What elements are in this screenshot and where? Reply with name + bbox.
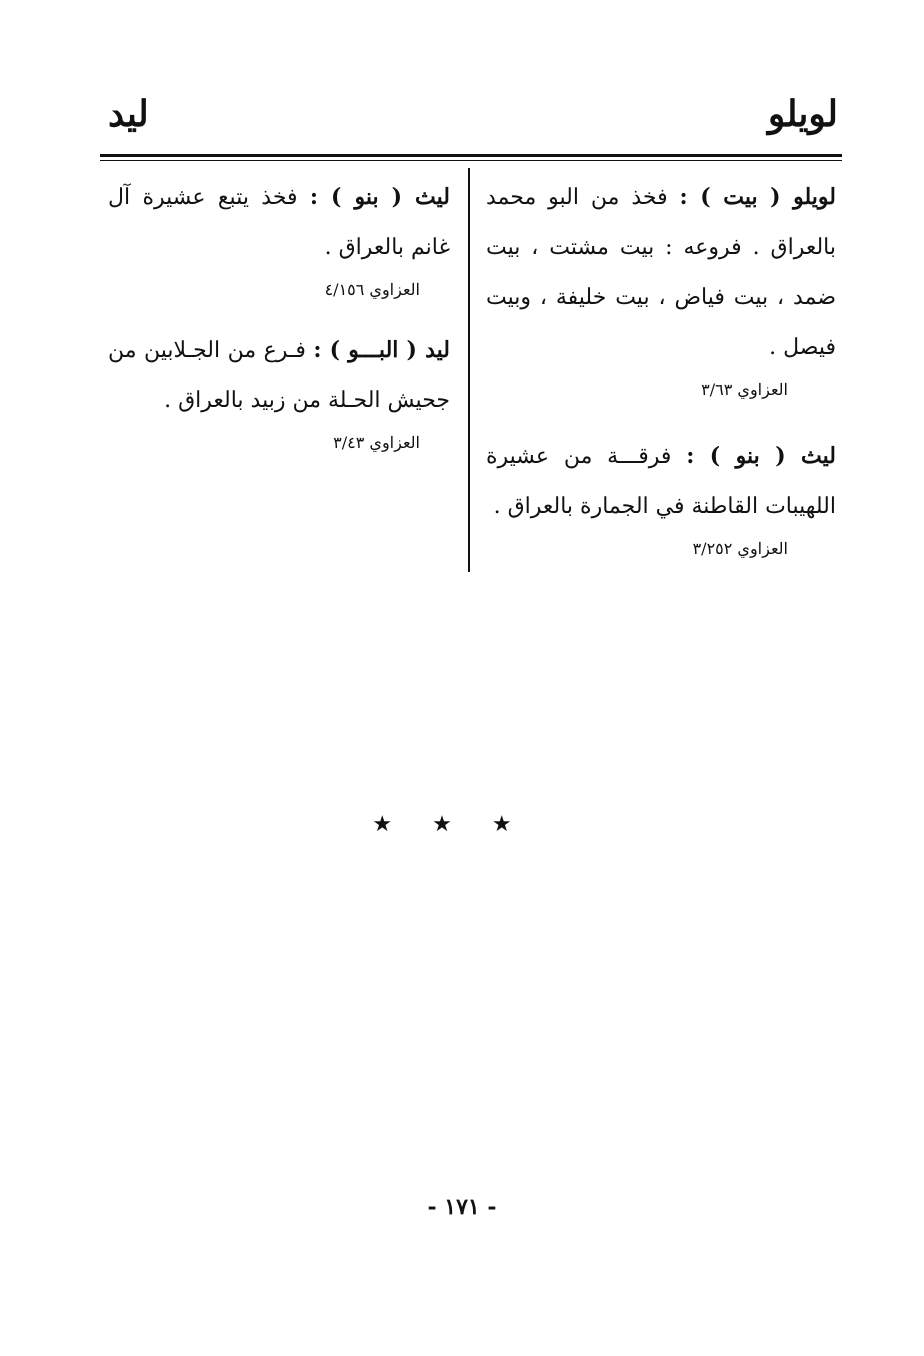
entry-headword: ليد ( البـــو ) : xyxy=(313,337,450,363)
running-head-left: ليد xyxy=(108,93,149,135)
entry-lyd xyxy=(108,325,450,456)
left-column xyxy=(108,172,450,474)
entry-text xyxy=(486,172,836,373)
entry-laith-2 xyxy=(108,172,450,303)
entry-laith-1 xyxy=(486,431,836,562)
entry-text xyxy=(486,431,836,532)
header-rule-thin xyxy=(100,160,842,161)
entry-headword: ليث ( بنو ) : xyxy=(686,443,836,469)
column-divider xyxy=(468,168,470,572)
entry-headword: ليث ( بنو ) : xyxy=(309,184,450,210)
entry-reference: العزاوي ٣/٢٥٢ xyxy=(692,539,788,558)
entry-reference: العزاوي ٣/٦٣ xyxy=(701,380,788,399)
entry-body: فخذ يتبع عشيرة آل غانم بالعراق . xyxy=(108,185,450,260)
right-column xyxy=(486,172,836,580)
section-separator-stars: ★★★ xyxy=(372,812,552,837)
entry-text xyxy=(108,325,450,426)
page-number: - ١٧١ - xyxy=(427,1194,497,1220)
entry-text xyxy=(108,172,450,273)
entry-lwylw xyxy=(486,172,836,403)
running-head-right: لويلو xyxy=(767,93,838,135)
entry-body: فخذ من البو محمد بالعراق . فروعه : بيت مشتت ، بيت ضمد ، بيت فياض ، بيت خليفة ، وبيت فيصل . xyxy=(486,185,836,360)
header-rule-thick xyxy=(100,154,842,157)
entry-reference: العزاوي ٤/١٥٦ xyxy=(324,280,420,299)
entry-body: فرقـــة من عشيرة اللهيبات القاطنة في الجمارة بالعراق . xyxy=(486,444,836,519)
entry-reference: العزاوي ٣/٤٣ xyxy=(333,433,420,452)
entry-headword: لويلو ( بيت ) : xyxy=(679,184,836,210)
entry-body: فـرع من الجـلابين من جحيش الحـلة من زبيد بالعراق . xyxy=(108,338,450,413)
